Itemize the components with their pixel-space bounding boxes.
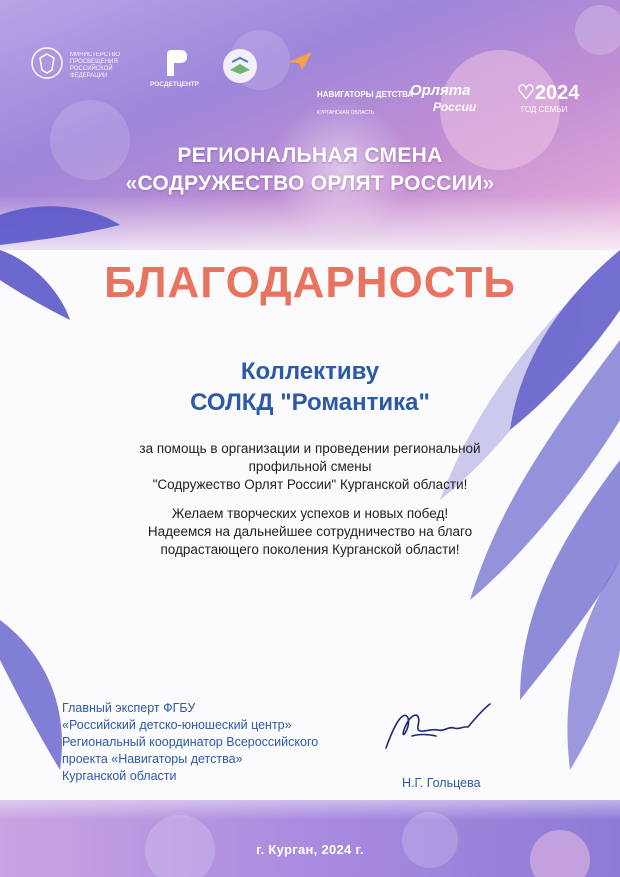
gratitude-paragraph	[100, 440, 520, 494]
navigators-title: НАВИГАТОРЫ ДЕТСТВА	[317, 90, 414, 99]
signatory-line: проекта «Навигаторы детства»	[62, 752, 243, 766]
signatory-line: «Российский детско-юношеский центр»	[62, 718, 292, 732]
signatory-title	[62, 700, 372, 785]
rdc-text: РОСДЕТЦЕНТР	[150, 81, 199, 88]
year-of-family-sub: ГОД СЕМЬИ	[521, 105, 568, 114]
event-title-line1: РЕГИОНАЛЬНАЯ СМЕНА	[177, 144, 443, 167]
certificate-headline: БЛАГОДАРНОСТЬ	[104, 258, 516, 307]
navigators-sub: КУРГАНСКАЯ ОБЛАСТЬ	[317, 110, 375, 116]
recipient-line2: СОЛКД "Романтика"	[190, 389, 430, 416]
body-line: профильной смены	[248, 459, 372, 474]
wishes-paragraph	[100, 505, 520, 559]
rdc-logo-icon	[163, 48, 189, 78]
body-line: за помощь в организации и проведении региональной	[139, 441, 481, 456]
body-line: Желаем творческих успехов и новых побед!	[171, 506, 449, 521]
recipient	[0, 356, 620, 418]
certificate-body	[100, 440, 520, 570]
event-title-line2: «СОДРУЖЕСТВО ОРЛЯТ РОССИИ»	[125, 172, 495, 195]
year-of-family-logo: ♡2024	[517, 82, 580, 104]
navigators-plane-icon	[286, 50, 314, 72]
signatory-line: Главный эксперт ФГБУ	[62, 701, 196, 715]
body-line: "Содружество Орлят России" Курганской области!	[152, 477, 468, 492]
signatory-name: Н.Г. Гольцева	[402, 776, 481, 790]
recipient-line1: Коллективу	[240, 358, 380, 385]
signatory-line: Курганской области	[62, 769, 177, 783]
orlyata-logo-line2: России	[433, 100, 477, 114]
book-emblem-icon	[220, 46, 260, 86]
logo-row	[0, 38, 620, 116]
handwritten-signature	[378, 700, 498, 760]
ministry-emblem-icon	[30, 46, 64, 80]
signatory-line: Региональный координатор Всероссийского	[62, 735, 319, 749]
body-line: Надеемся на дальнейшее сотрудничество на благо	[147, 524, 473, 539]
place-and-date: г. Курган, 2024 г.	[256, 842, 364, 857]
ministry-text: МИНИСТЕРСТВО ПРОСВЕЩЕНИЯ РОССИЙСКОЙ ФЕДЕРАЦИИ	[70, 52, 120, 79]
event-title	[0, 142, 620, 198]
body-line: подрастающего поколения Курганской области!	[160, 542, 460, 557]
orlyata-logo-line1: Орлята	[410, 82, 471, 99]
